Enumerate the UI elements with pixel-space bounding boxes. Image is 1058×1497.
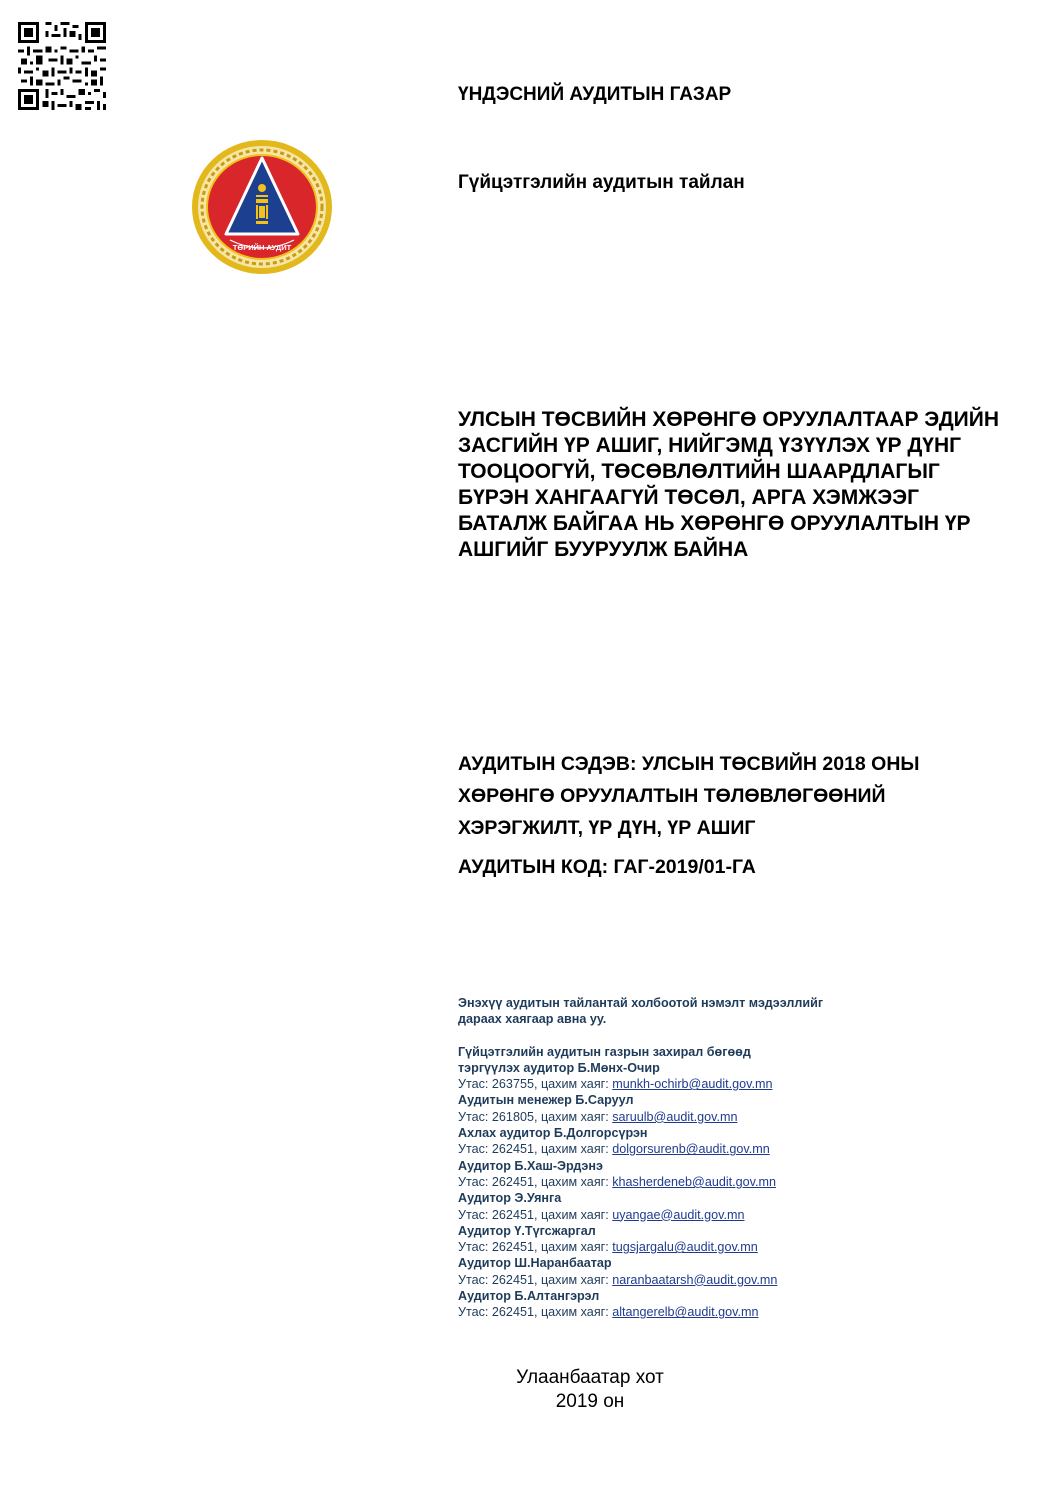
audit-subject bbox=[458, 748, 920, 844]
contact-line bbox=[458, 1207, 878, 1223]
contact-phone: Утас: 262451, цахим хаяг: bbox=[458, 1305, 613, 1320]
contact-phone: Утас: 263755, цахим хаяг: bbox=[458, 1077, 613, 1092]
subject-line: АУДИТЫН СЭДЭВ: УЛСЫН ТӨСВИЙН 2018 ОНЫ bbox=[458, 753, 920, 775]
contact-role: Аудитор Ү.Түгсжаргал bbox=[458, 1223, 596, 1238]
title-line: АШГИЙГ БУУРУУЛЖ БАЙНА bbox=[458, 538, 749, 561]
qr-code bbox=[18, 22, 106, 110]
contact-line bbox=[458, 1076, 878, 1092]
contact-phone: Утас: 261805, цахим хаяг: bbox=[458, 1109, 613, 1124]
contact-role: Гүйцэтгэлийн аудитын газрын захирал бөгөөд bbox=[458, 1044, 751, 1059]
report-title bbox=[458, 407, 1038, 563]
email-link[interactable]: tugsjargalu@audit.gov.mn bbox=[612, 1240, 758, 1255]
contact-phone: Утас: 262451, цахим хаяг: bbox=[458, 1207, 613, 1222]
contact-line bbox=[458, 1239, 878, 1255]
contact-role: Аудитын менежер Б.Саруул bbox=[458, 1093, 634, 1108]
contact-role: Аудитор Ш.Наранбаатар bbox=[458, 1256, 612, 1271]
place-and-date bbox=[460, 1366, 720, 1414]
title-line: БАТАЛЖ БАЙГАА НЬ ХӨРӨНГӨ ОРУУЛАЛТЫН ҮР bbox=[458, 512, 971, 535]
email-link[interactable]: naranbaatarsh@audit.gov.mn bbox=[612, 1272, 778, 1287]
contact-phone: Утас: 262451, цахим хаяг: bbox=[458, 1240, 613, 1255]
contact-intro-line: дараах хаягаар авна уу. bbox=[458, 1012, 607, 1027]
contact-line bbox=[458, 1272, 878, 1288]
email-link[interactable]: dolgorsurenb@audit.gov.mn bbox=[612, 1142, 770, 1157]
email-link[interactable]: saruulb@audit.gov.mn bbox=[612, 1109, 738, 1124]
report-type: Гүйцэтгэлийн аудитын тайлан bbox=[458, 172, 745, 193]
year: 2019 он bbox=[555, 1391, 625, 1412]
title-line: ЗАСГИЙН ҮР АШИГ, НИЙГЭМД ҮЗҮҮЛЭХ ҮР ДҮНГ bbox=[458, 434, 962, 457]
contact-info bbox=[458, 995, 878, 1321]
organization-name: ҮНДЭСНИЙ АУДИТЫН ГАЗАР bbox=[458, 84, 732, 105]
contact-role: тэргүүлэх аудитор Б.Мөнх-Очир bbox=[458, 1060, 660, 1075]
contact-intro-line: Энэхүү аудитын тайлантай холбоотой нэмэлт мэдээллийг bbox=[458, 996, 824, 1010]
contact-role: Аудитор Б.Алтангэрэл bbox=[458, 1289, 600, 1304]
email-link[interactable]: munkh-ochirb@audit.gov.mn bbox=[612, 1077, 773, 1092]
title-line: БҮРЭН ХАНГААГҮЙ ТӨСӨЛ, АРГА ХЭМЖЭЭГ bbox=[458, 486, 919, 509]
contact-phone: Утас: 262451, цахим хаяг: bbox=[458, 1272, 613, 1287]
emblem-text: ТӨРИЙН АУДИТ bbox=[232, 243, 292, 252]
audit-code: АУДИТЫН КОД: ГАГ-2019/01-ГА bbox=[458, 856, 756, 878]
contact-line bbox=[458, 1304, 878, 1320]
title-line: ТООЦООГҮЙ, ТӨСӨВЛӨЛТИЙН ШААРДЛАГЫГ bbox=[458, 460, 940, 483]
email-link[interactable]: altangerelb@audit.gov.mn bbox=[612, 1305, 759, 1320]
subject-line: ХӨРӨНГӨ ОРУУЛАЛТЫН ТӨЛӨВЛӨГӨӨНИЙ bbox=[458, 785, 886, 807]
contact-line bbox=[458, 1174, 878, 1190]
contact-role: Ахлах аудитор Б.Долгорсүрэн bbox=[458, 1126, 648, 1141]
email-link[interactable]: uyangae@audit.gov.mn bbox=[612, 1207, 745, 1222]
state-audit-emblem bbox=[190, 138, 334, 276]
contact-phone: Утас: 262451, цахим хаяг: bbox=[458, 1174, 613, 1189]
contact-role: Аудитор Э.Уянга bbox=[458, 1191, 562, 1206]
contact-role: Аудитор Б.Хаш-Эрдэнэ bbox=[458, 1158, 603, 1173]
subject-line: ХЭРЭГЖИЛТ, ҮР ДҮН, ҮР АШИГ bbox=[458, 817, 756, 839]
title-line: УЛСЫН ТӨСВИЙН ХӨРӨНГӨ ОРУУЛАЛТААР ЭДИЙН bbox=[458, 408, 1000, 431]
city: Улаанбаатар хот bbox=[516, 1367, 664, 1388]
email-link[interactable]: khasherdeneb@audit.gov.mn bbox=[612, 1174, 777, 1189]
contact-line bbox=[458, 1109, 878, 1125]
contact-phone: Утас: 262451, цахим хаяг: bbox=[458, 1142, 613, 1157]
contact-line bbox=[458, 1141, 878, 1157]
